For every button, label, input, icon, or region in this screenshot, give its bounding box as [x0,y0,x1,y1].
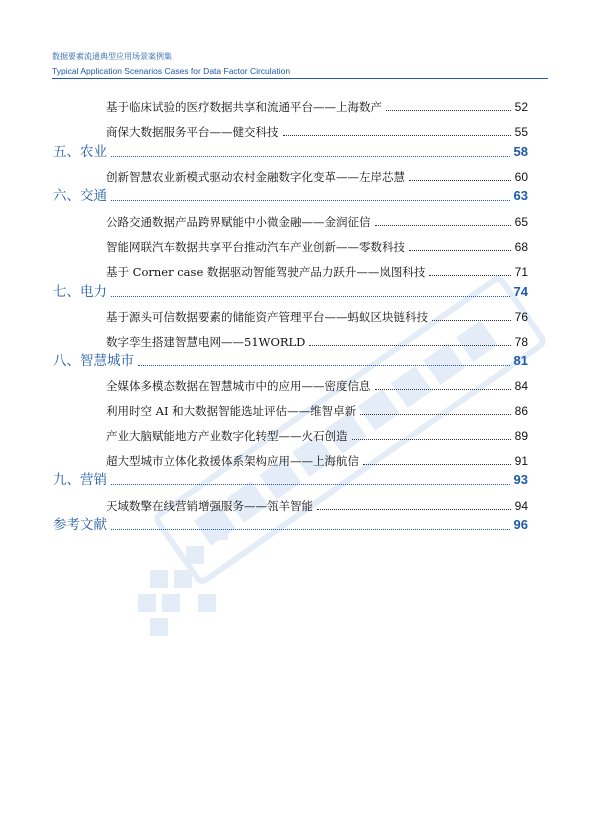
toc-entry[interactable] [106,453,528,469]
toc-entry[interactable] [106,239,528,255]
toc-leader [363,464,511,465]
toc-entry-title: 天域数擎在线营销增强服务——瓴羊智能 [106,499,313,513]
header-title-en: Typical Application Scenarios Cases for Data Factor Circulation [52,66,291,76]
toc-section[interactable] [53,352,528,370]
toc-leader [283,135,511,136]
toc-section[interactable] [53,187,528,205]
toc-entry-title: 基于 Corner case 数据驱动智能驾驶产品力跃升——岚图科技 [106,265,426,279]
toc-entry[interactable] [106,124,528,140]
toc-entry-title: 基于源头可信数据要素的储能资产管理平台——蚂蚁区块链科技 [106,310,428,324]
toc-section-page: 63 [513,188,528,203]
toc-entry-title: 智能网联汽车数据共享平台推动汽车产业创新——零数科技 [106,240,405,254]
toc-section-title: 七、电力 [53,284,107,300]
toc-section[interactable] [53,283,528,301]
toc-leader [386,110,511,111]
toc-entry-page: 60 [514,170,528,184]
toc-entry[interactable] [106,378,528,394]
toc-entry-page: 84 [514,379,528,393]
toc-leader [360,414,510,415]
toc-leader [138,365,510,366]
toc-entry[interactable] [106,428,528,444]
toc-section[interactable] [53,143,528,161]
toc-entry-page: 52 [514,100,528,114]
toc-leader [317,509,511,510]
toc-leader [409,250,511,251]
toc-entry-page: 89 [514,429,528,443]
toc-section-title: 八、智慧城市 [53,353,134,369]
toc-entry-page: 55 [514,125,528,139]
toc-leader [375,389,511,390]
toc-entry[interactable] [106,309,528,325]
toc-entry-title: 产业大脑赋能地方产业数字化转型——火石创造 [106,429,348,443]
toc-section-page: 96 [513,517,528,532]
toc-section[interactable] [53,516,528,534]
header-title-cn: 数据要素流通典型应用场景案例集 [52,52,172,61]
toc-leader [111,529,510,530]
toc-section-title: 五、农业 [53,144,107,160]
toc-leader [409,180,511,181]
toc-entry[interactable] [106,498,528,514]
toc-leader [309,345,510,346]
toc-section[interactable] [53,471,528,489]
toc-leader [352,439,511,440]
toc-section-page: 93 [513,472,528,487]
toc-entry-title: 公路交通数据产品跨界赋能中小微金融——金润征信 [106,215,371,229]
toc-entry[interactable] [106,264,528,280]
toc-leader [111,156,510,157]
toc-entry[interactable] [106,403,528,419]
toc-entry-page: 76 [514,310,528,324]
toc-section-title: 九、营销 [53,472,107,488]
toc-entry-page: 78 [514,335,528,349]
toc-entry-title: 商保大数据服务平台——健交科技 [106,125,279,139]
toc-section-title: 参考文献 [53,517,107,533]
toc-entry[interactable] [106,214,528,230]
toc-leader [432,320,511,321]
toc-section-page: 74 [513,284,528,299]
toc-entry[interactable] [106,169,528,185]
toc-entry-page: 86 [514,404,528,418]
toc-entry-page: 65 [514,215,528,229]
toc-entry-title: 数字孪生搭建智慧电网——51WORLD [106,335,306,349]
toc-section-page: 81 [513,353,528,368]
toc-entry-page: 71 [514,265,528,279]
toc-entry-title: 利用时空 AI 和大数据智能选址评估——维智卓新 [106,404,357,418]
toc-section-title: 六、交通 [53,188,107,204]
toc-leader [375,225,511,226]
toc-leader [111,296,510,297]
toc-entry-title: 创新智慧农业新模式驱动农村金融数字化变革——左岸芯慧 [106,170,405,184]
toc-entry-page: 68 [514,240,528,254]
toc-section-page: 58 [513,144,528,159]
toc-entry-title: 超大型城市立体化救援体系架构应用——上海航信 [106,454,359,468]
toc-entry[interactable] [106,99,528,115]
toc-entry-page: 91 [514,454,528,468]
toc-entry-page: 94 [514,499,528,513]
toc-entry[interactable] [106,334,528,350]
toc-leader [111,484,510,485]
toc-entry-title: 基于临床试验的医疗数据共享和流通平台——上海数产 [106,100,382,114]
toc-leader [111,200,510,201]
toc-leader [429,275,510,276]
toc-entry-title: 全媒体多模态数据在智慧城市中的应用——密度信息 [106,379,371,393]
